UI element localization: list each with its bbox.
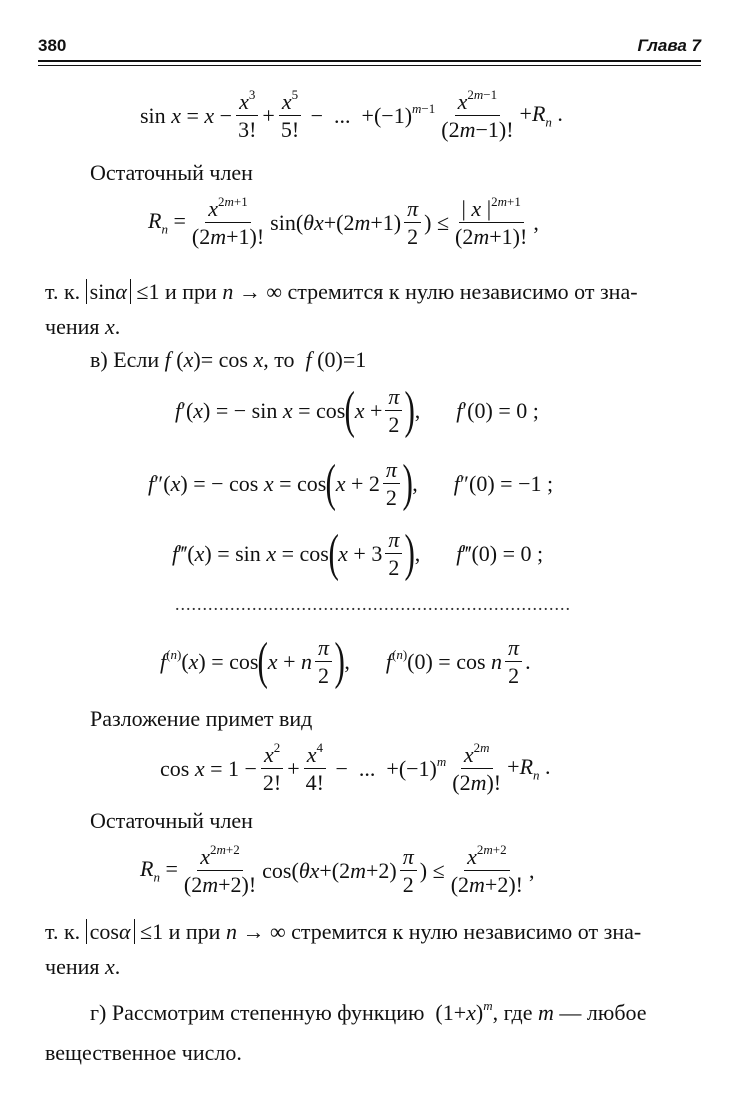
formula-sin-series: sin x = x − $\frac{x^3}{3!}$ + $\frac{x^5}{5!}$ − ... $+(-1)^{m-1}$ $\frac{x^{2m-1}}{(2m-1)!}$ $+R_n$ . xyxy=(140,87,563,143)
header-rule-thin xyxy=(38,65,701,66)
formula-derivative-1: f′(x) = − sin x = cos ( x + $\frac{\pi}{2}$ ) , f′(0) = 0 ; xyxy=(175,382,539,440)
case-cos-intro: в) Если f (x)= cos x, то f (0)=1 xyxy=(90,347,367,372)
page-header xyxy=(38,36,701,70)
note-text: стремится к нулю независимо от зна- xyxy=(291,919,642,944)
note-text: и при xyxy=(164,279,217,304)
formula-remainder-sin: $R_n$ = $\frac{x^{2m+1}}{(2m+1)!}$ sin(θx+(2m+1) $\frac{\pi}{2}$ ) ≤ $\frac{| x |^{2m+1}}{(2m+1)!}$ , xyxy=(148,194,539,250)
page-number: 380 xyxy=(38,36,67,55)
expansion-label: Разложение примет вид xyxy=(90,706,313,731)
note-text: т. к. xyxy=(45,279,81,304)
note-text: т. к. xyxy=(45,919,81,944)
case-power-cont: вещественное число. xyxy=(45,1040,242,1065)
formula-derivative-3: f‴(x) = sin x = cos ( x + 3 $\frac{\pi}{2}$ ) , f‴(0) = 0 ; xyxy=(172,525,544,583)
ellipsis-dots: ........................................................................ xyxy=(175,594,571,614)
note-text: чения xyxy=(45,954,100,979)
note-sin-bound-cont: чения x. xyxy=(45,314,121,339)
header-rule xyxy=(38,60,701,62)
case-text: , то xyxy=(263,347,295,372)
formula-cos-series: cos x = 1 − $\frac{x^2}{2!}$ + $\frac{x^4}{4!}$ − ... $+(-1)^m$ $\frac{x^{2m}}{(2m)!}$ $+R_n$ . xyxy=(160,740,551,796)
formula-derivative-2: f″(x) = − cos x = cos ( x + 2 $\frac{\pi}{2}$ ) , f″(0) = −1 ; xyxy=(148,455,554,513)
formula-derivative-n: $f^{(n)}(x) = \cos$ ( x + n $\frac{\pi}{2}$ ) , $f^{(n)}(0) = \cos n$ $\frac{\pi}{2}$ . xyxy=(160,633,531,691)
case-text: — любое xyxy=(559,1000,647,1025)
case-text: , где xyxy=(492,1000,533,1025)
remainder-label-1: Остаточный член xyxy=(90,160,253,185)
case-text: в) Если xyxy=(90,347,160,372)
remainder-label-2: Остаточный член xyxy=(90,808,253,833)
case-power-intro: г) Рассмотрим степенную функцию $(1+x)^m$, где m — любое xyxy=(90,998,647,1025)
note-sin-bound: т. к. sinα ≤1 и при n → ∞ стремится к нулю независимо от зна- xyxy=(45,279,638,304)
note-cos-bound: т. к. cosα ≤1 и при n → ∞ стремится к нулю независимо от зна- xyxy=(45,919,642,944)
note-text: чения xyxy=(45,314,100,339)
chapter-title: Глава 7 xyxy=(637,36,701,55)
note-text: стремится к нулю независимо от зна- xyxy=(287,279,638,304)
note-text: и при xyxy=(168,919,221,944)
note-cos-bound-cont: чения x. xyxy=(45,954,121,979)
case-text: г) Рассмотрим степенную функцию xyxy=(90,1000,425,1025)
formula-remainder-cos: $R_n$ = $\frac{x^{2m+2}}{(2m+2)!}$ cos(θx+(2m+2) $\frac{\pi}{2}$ ) ≤ $\frac{x^{2m+2}}{(2m+2)!}$ , xyxy=(140,842,535,898)
